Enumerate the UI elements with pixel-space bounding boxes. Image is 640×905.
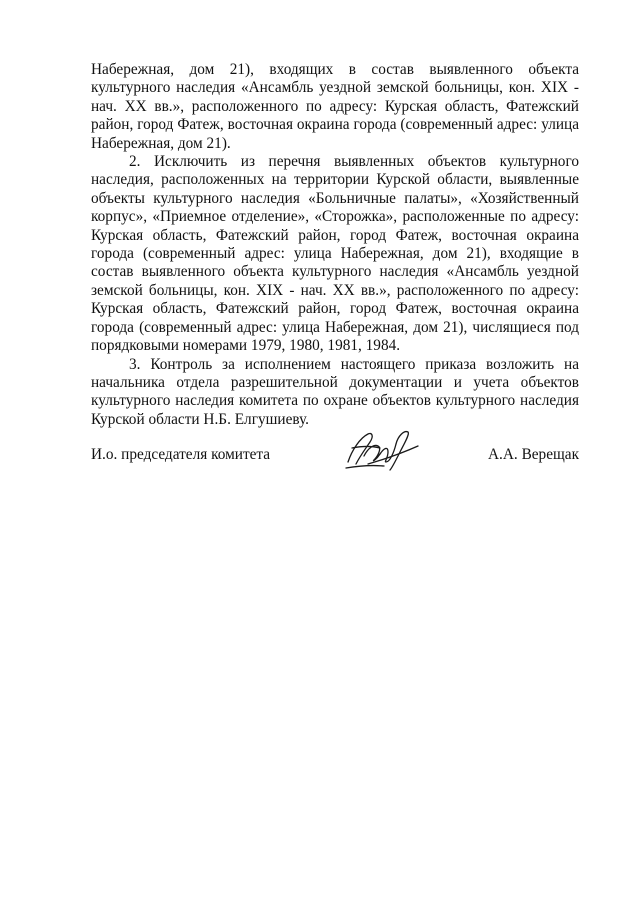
handwritten-signature-icon: [338, 426, 424, 476]
signer-name: А.А. Верещак: [488, 446, 579, 463]
paragraph-item-2: 2. Исключить из перечня выявленных объектов культурного наследия, расположенных на территории Курской области, выявленные объекты культурного наследия «Больничные палаты», «Хозяйственный корпус», «Приемное отделение», «Сторожка», расположенные по адресу: Курская область, Фатежский район, город Фатеж, восточная окраина города (современный адрес: улица Набережная, дом 21), входящие в состав выявленного объекта культурного наследия «Ансамбль уездной земской больницы, кон. XIX - нач. XX вв.», расположенного по адресу: Курская область, Фатежский район, город Фатеж, восточная окраина города (современный адрес: улица Набережная, дом 21), числящиеся под порядковыми номерами 1979, 1980, 1981, 1984.: [91, 153, 579, 355]
signer-position: И.о. председателя комитета: [91, 446, 271, 463]
document-body: [91, 61, 579, 429]
paragraph-item-3: 3. Контроль за исполнением настоящего приказа возложить на начальника отдела разрешительной документации и учета объектов культурного наследия комитета по охране объектов культурного наследия Курской области Н.Б. Елгушиеву.: [91, 355, 579, 428]
signature-block: [91, 440, 579, 480]
paragraph-continued: Набережная, дом 21), входящих в состав выявленного объекта культурного наследия «Ансамбль уездной земской больницы, кон. XIX - нач. XX вв.», расположенного по адресу: Курская область, Фатежский район, город Фатеж, восточная окраина города (современный адрес: улица Набережная, дом 21).: [91, 61, 579, 152]
